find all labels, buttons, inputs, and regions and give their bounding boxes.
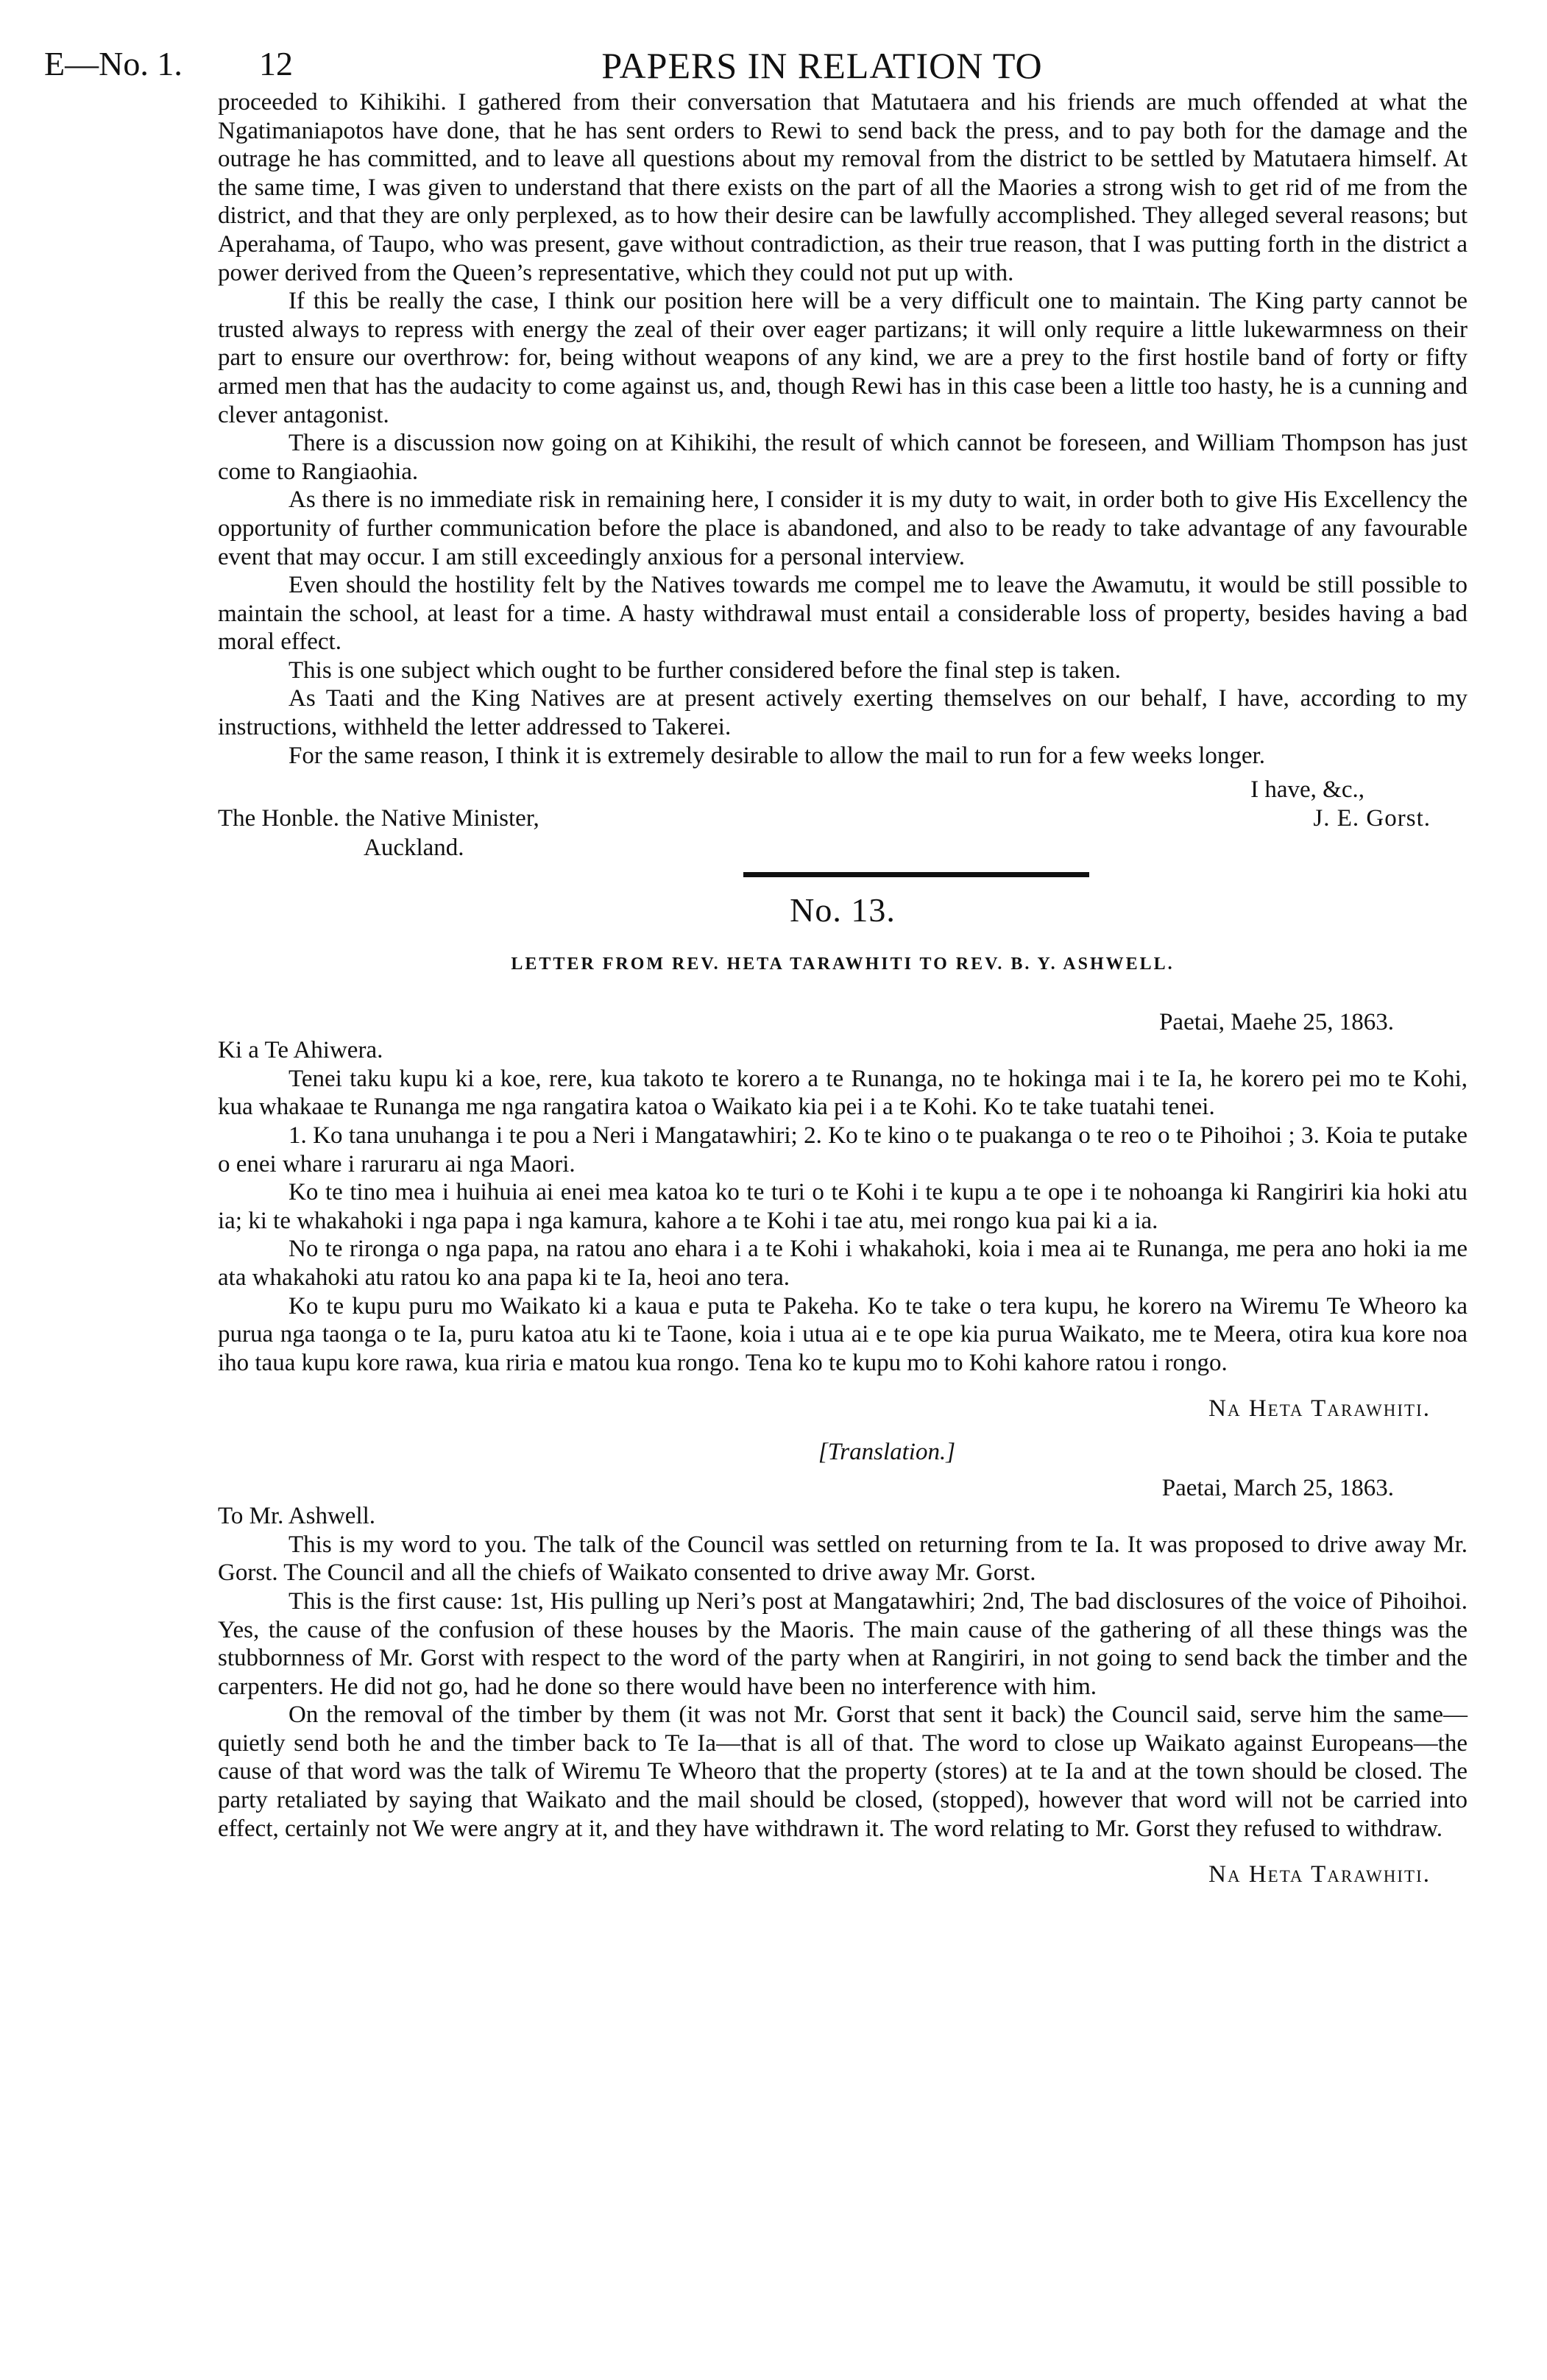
paragraph: If this be really the case, I think our position here will be a very difficult one to maintain. The King party cannot be trusted always to repress with energy the zeal of their over eager partizans; it will only require a little lukewarmness on their part to ensure our overthrow: for, being without weapons of any kind, we are a prey to the first hostile band of forty or fifty armed men that has the audacity to come against us, and, though Rewi has in this case been a little too hasty, he is a cunning and clever antagonist. xyxy=(218,288,1468,428)
signature-text: Na Heta Tarawhiti. xyxy=(1208,1395,1431,1423)
paragraph: Ko te tino mea i huihuia ai enei mea katoa ko te turi o te Kohi i te kupu a te ope i te nohoanga ki Rangiriri kia hoki atu ia; ki te whakahoki i nga papa i nga kamura, kahore a te Kohi i tae atu, mei rongo kua pai ki a ia. xyxy=(218,1179,1468,1234)
letter-heading: LETTER FROM REV. HETA TARAWHITI TO REV. B. Y. ASHWELL. xyxy=(511,955,1175,974)
translation-salutation: To Mr. Ashwell. xyxy=(218,1503,376,1530)
addressee-line: The Honble. the Native Minister, xyxy=(218,804,539,832)
paragraph: proceeded to Kihikihi. I gathered from their conversation that Matutaera and his friends are much offended at what the Ngatimaniapotos have done, that he has sent orders to Rewi to send back the press, and to pay both for the damage and the outrage he has committed, and to leave all questions about my removal from the district to be settled by Matutaera himself. At the same time, I was given to understand that there exists on the part of all the Maories a strong wish to get rid of me from the district, and that they are only perplexed, as to how their desire can be lawfully accomplished. They alleged several reasons; but Aperahama, of Taupo, who was present, gave without contradiction, as their true reason, that I was putting forth in the district a power derived from the Queen’s representative, which they could not put up with. xyxy=(218,89,1468,286)
paragraph: Tenei taku kupu ki a koe, rere, kua takoto te korero a te Runanga, no te hokinga mai i te Ia, he korero pei mo te Kohi, kua whakaae te Runanga me nga rangatira katoa o Waikato kia pei i a te Kohi. Ko te take tuatahi tenei. xyxy=(218,1065,1468,1121)
signature xyxy=(218,1395,1468,1423)
letter-gorst xyxy=(218,88,1468,862)
addressee-place: Auckland. xyxy=(364,834,464,861)
running-title: PAPERS IN RELATION TO xyxy=(601,45,1043,86)
page-number: 12 xyxy=(259,45,293,82)
dateline: Paetai, Maehe 25, 1863. xyxy=(1159,1008,1394,1035)
paragraph: No te rironga o nga papa, na ratou ano ehara i a te Kohi i whakahoki, koia i mea ai te Runanga, me pera ano hoki ia me ata whakahoki atu ratou ko ana papa ki te Ia, heoi ano tera. xyxy=(218,1236,1468,1291)
section-divider xyxy=(743,872,1089,877)
paragraph: Ko te kupu puru mo Waikato ki a kaua e puta te Pakeha. Ko te take o tera kupu, he korero na Wiremu Te Wheoro ka purua nga taonga o te Ia, puru katoa atu ki te Taone, koia i utua ai e te ope kia purua Waikato, me te Meera, otira kua kore noa iho taua kupu kore rawa, kua riria e matou kua rongo. Tena ko te kupu mo to Kohi kahore ratou i rongo. xyxy=(218,1292,1468,1376)
document-reference: E—No. 1. xyxy=(44,45,183,82)
paragraph: This is the first cause: 1st, His pulling up Neri’s post at Mangatawhiri; 2nd, The bad disclosures of the voice of Pihoihoi. Yes, the cause of the confusion of these houses by the Maoris. The main cause of the gathering of all these things was the stubbornness of Mr. Gorst with respect to the word of the party when at Rangiriri, in not going to send back the timber and the carpenters. He did not go, had he done so there would have been no interference with him. xyxy=(218,1587,1468,1700)
paragraph: This is my word to you. The talk of the Council was settled on returning from te Ia. It was proposed to drive away Mr. Gorst. The Council and all the chiefs of Waikato consented to drive away Mr. Gorst. xyxy=(218,1531,1468,1587)
document-body xyxy=(218,88,1468,1889)
translation-dateline: Paetai, March 25, 1863. xyxy=(1161,1474,1394,1501)
paragraph: As Taati and the King Natives are at present actively exerting themselves on our behalf, I have, according to my instructions, withheld the letter addressed to Takerei. xyxy=(218,685,1468,741)
paragraph: On the removal of the timber by them (it was not Mr. Gorst that sent it back) the Council said, serve him the same—quietly send both he and the timber back to Te Ia—that is all of that. The word to close up Waikato against Europeans—the cause of that word was the talk of Wiremu Te Wheoro that the property (stores) at te Ia and at the town should be closed. The party retaliated by saying that Waikato and the mail should be closed, (stopped), however that word will not be carried into effect, certainly not We were angry at it, and they have withdrawn it. The word relating to Mr. Gorst they refused to withdraw. xyxy=(218,1701,1468,1842)
salutation: Ki a Te Ahiwera. xyxy=(218,1037,383,1064)
document-number: No. 13. xyxy=(790,891,896,929)
translation-label: [Translation.] xyxy=(818,1438,956,1465)
paragraph: As there is no immediate risk in remaining here, I consider it is my duty to wait, in order both to give His Excellency the opportunity of further communication before the place is abandoned, and also to be ready to take advantage of any favourable event that may occur. I am still exceedingly anxious for a personal interview. xyxy=(218,486,1468,570)
paragraph: This is one subject which ought to be further considered before the final step is taken. xyxy=(288,656,1121,684)
paragraph: 1. Ko tana unuhanga i te pou a Neri i Mangatawhiri; 2. Ko te kino o te puakanga o te reo o te Pihoihoi ; 3. Koia te putake o enei whare i raruraru ai nga Maori. xyxy=(218,1122,1468,1177)
paragraph: There is a discussion now going on at Kihikihi, the result of which cannot be foreseen, and William Thompson has just come to Rangiaohia. xyxy=(218,430,1468,485)
page-header xyxy=(44,37,1468,88)
letter-heta-tarawhiti xyxy=(218,891,1468,1888)
signature xyxy=(218,1860,1468,1889)
paragraph: Even should the hostility felt by the Natives towards me compel me to leave the Awamutu, it would be still possible to maintain the school, at least for a time. A hasty withdrawal must entail a considerable loss of property, besides having a bad moral effect. xyxy=(218,572,1468,656)
signature-text: Na Heta Tarawhiti. xyxy=(1208,1861,1431,1888)
addressee-signature-row xyxy=(218,804,1468,834)
closing-formula: I have, &c., xyxy=(1250,776,1364,804)
paragraph: For the same reason, I think it is extremely desirable to allow the mail to run for a few weeks longer. xyxy=(288,742,1265,769)
signature: J. E. Gorst. xyxy=(1313,804,1431,832)
